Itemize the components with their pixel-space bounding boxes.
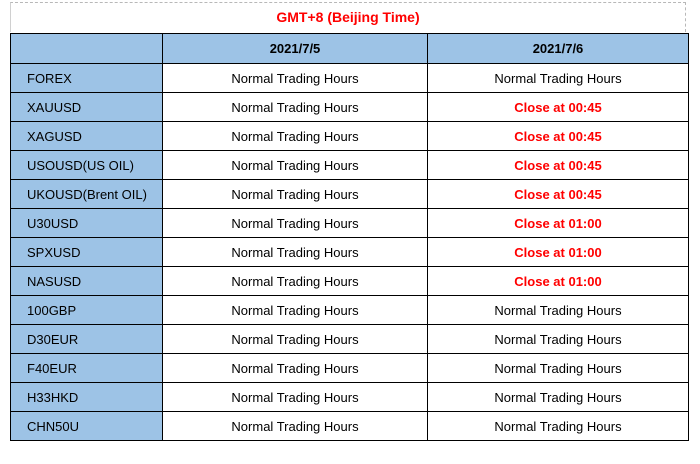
table-row bbox=[11, 151, 689, 180]
table-row bbox=[11, 354, 689, 383]
symbol-cell: F40EUR bbox=[11, 354, 163, 383]
date-2-status-cell: Normal Trading Hours bbox=[428, 325, 689, 354]
date-1-status-cell: Normal Trading Hours bbox=[163, 151, 428, 180]
table-row bbox=[11, 383, 689, 412]
symbol-cell: USOUSD(US OIL) bbox=[11, 151, 163, 180]
page-title: GMT+8 (Beijing Time) bbox=[276, 9, 420, 25]
table-row bbox=[11, 209, 689, 238]
date-1-status-cell: Normal Trading Hours bbox=[163, 383, 428, 412]
date-2-status-cell: Close at 00:45 bbox=[428, 122, 689, 151]
trading-hours-table bbox=[10, 33, 689, 441]
symbol-cell: UKOUSD(Brent OIL) bbox=[11, 180, 163, 209]
date-1-status-cell: Normal Trading Hours bbox=[163, 296, 428, 325]
symbol-cell: SPXUSD bbox=[11, 238, 163, 267]
date-1-status-cell: Normal Trading Hours bbox=[163, 238, 428, 267]
symbol-cell: D30EUR bbox=[11, 325, 163, 354]
table-row bbox=[11, 238, 689, 267]
date-2-status-cell: Close at 01:00 bbox=[428, 267, 689, 296]
date-1-status-cell: Normal Trading Hours bbox=[163, 325, 428, 354]
date-1-status-cell: Normal Trading Hours bbox=[163, 354, 428, 383]
symbol-cell: NASUSD bbox=[11, 267, 163, 296]
header-corner-cell bbox=[11, 34, 163, 64]
symbol-cell: U30USD bbox=[11, 209, 163, 238]
column-header-date-1: 2021/7/5 bbox=[163, 34, 428, 64]
table-row bbox=[11, 93, 689, 122]
table-row bbox=[11, 325, 689, 354]
date-1-status-cell: Normal Trading Hours bbox=[163, 180, 428, 209]
date-2-status-cell: Normal Trading Hours bbox=[428, 412, 689, 441]
date-2-status-cell: Close at 01:00 bbox=[428, 238, 689, 267]
date-2-status-cell: Normal Trading Hours bbox=[428, 64, 689, 93]
date-2-status-cell: Close at 01:00 bbox=[428, 209, 689, 238]
symbol-cell: H33HKD bbox=[11, 383, 163, 412]
date-1-status-cell: Normal Trading Hours bbox=[163, 122, 428, 151]
column-header-date-2: 2021/7/6 bbox=[428, 34, 689, 64]
date-2-status-cell: Normal Trading Hours bbox=[428, 354, 689, 383]
table-row bbox=[11, 122, 689, 151]
symbol-cell: FOREX bbox=[11, 64, 163, 93]
date-2-status-cell: Normal Trading Hours bbox=[428, 383, 689, 412]
date-1-status-cell: Normal Trading Hours bbox=[163, 412, 428, 441]
date-1-status-cell: Normal Trading Hours bbox=[163, 93, 428, 122]
header-row bbox=[11, 34, 689, 64]
symbol-cell: CHN50U bbox=[11, 412, 163, 441]
date-2-status-cell: Normal Trading Hours bbox=[428, 296, 689, 325]
table-row bbox=[11, 412, 689, 441]
table-row bbox=[11, 296, 689, 325]
table-row bbox=[11, 267, 689, 296]
symbol-cell: XAGUSD bbox=[11, 122, 163, 151]
date-2-status-cell: Close at 00:45 bbox=[428, 93, 689, 122]
date-1-status-cell: Normal Trading Hours bbox=[163, 209, 428, 238]
symbol-cell: 100GBP bbox=[11, 296, 163, 325]
date-2-status-cell: Close at 00:45 bbox=[428, 180, 689, 209]
date-1-status-cell: Normal Trading Hours bbox=[163, 64, 428, 93]
symbol-cell: XAUUSD bbox=[11, 93, 163, 122]
date-2-status-cell: Close at 00:45 bbox=[428, 151, 689, 180]
table-row bbox=[11, 180, 689, 209]
table-row bbox=[11, 64, 689, 93]
date-1-status-cell: Normal Trading Hours bbox=[163, 267, 428, 296]
